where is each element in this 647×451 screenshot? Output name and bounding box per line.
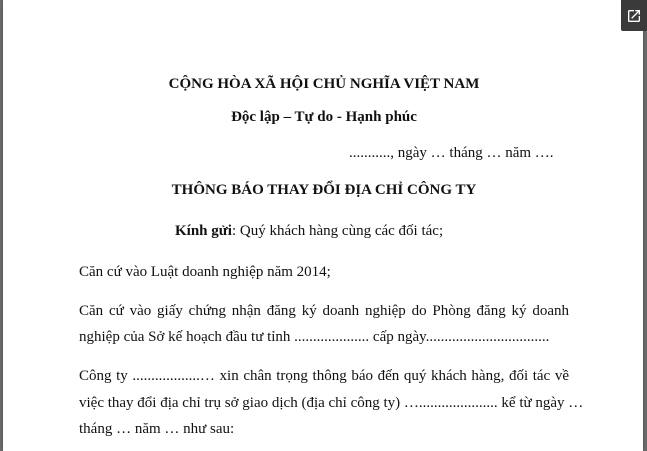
paragraph-2-line-1: Căn cứ vào giấy chứng nhận đăng ký doanh nghiệp do Phòng đăng ký doanh: [79, 303, 569, 319]
open-in-new-icon: [626, 8, 642, 24]
dateline: ..........., ngày … tháng … năm ….: [349, 145, 554, 161]
document-page: [3, 0, 643, 451]
salutation-text: : Quý khách hàng cùng các đối tác;: [231, 223, 444, 239]
salutation: [175, 223, 443, 240]
paragraph-1: Căn cứ vào Luật doanh nghiệp năm 2014;: [79, 264, 331, 280]
paragraph-3-line-2: việc thay đổi địa chỉ trụ sở giao dịch (địa chỉ công ty) …..................... kể từ ngày …: [79, 395, 584, 411]
document-title: THÔNG BÁO THAY ĐỔI ĐỊA CHỈ CÔNG TY: [171, 182, 477, 198]
motto: Độc lập – Tự do - Hạnh phúc: [231, 109, 417, 125]
paragraph-2-line-2: nghiệp của Sở kế hoạch đầu tư tỉnh .................... cấp ngày.................................: [79, 329, 550, 345]
salutation-label: Kính gửi: [175, 223, 232, 239]
open-in-new-button[interactable]: [621, 0, 647, 31]
paragraph-3-line-3: tháng … năm … như sau:: [79, 421, 235, 437]
nation-title: CỘNG HÒA XÃ HỘI CHỦ NGHĨA VIỆT NAM: [168, 76, 480, 92]
paragraph-3-line-1: Công ty ..................… xin chân trọng thông báo đến quý khách hàng, đối tác về: [79, 368, 569, 384]
